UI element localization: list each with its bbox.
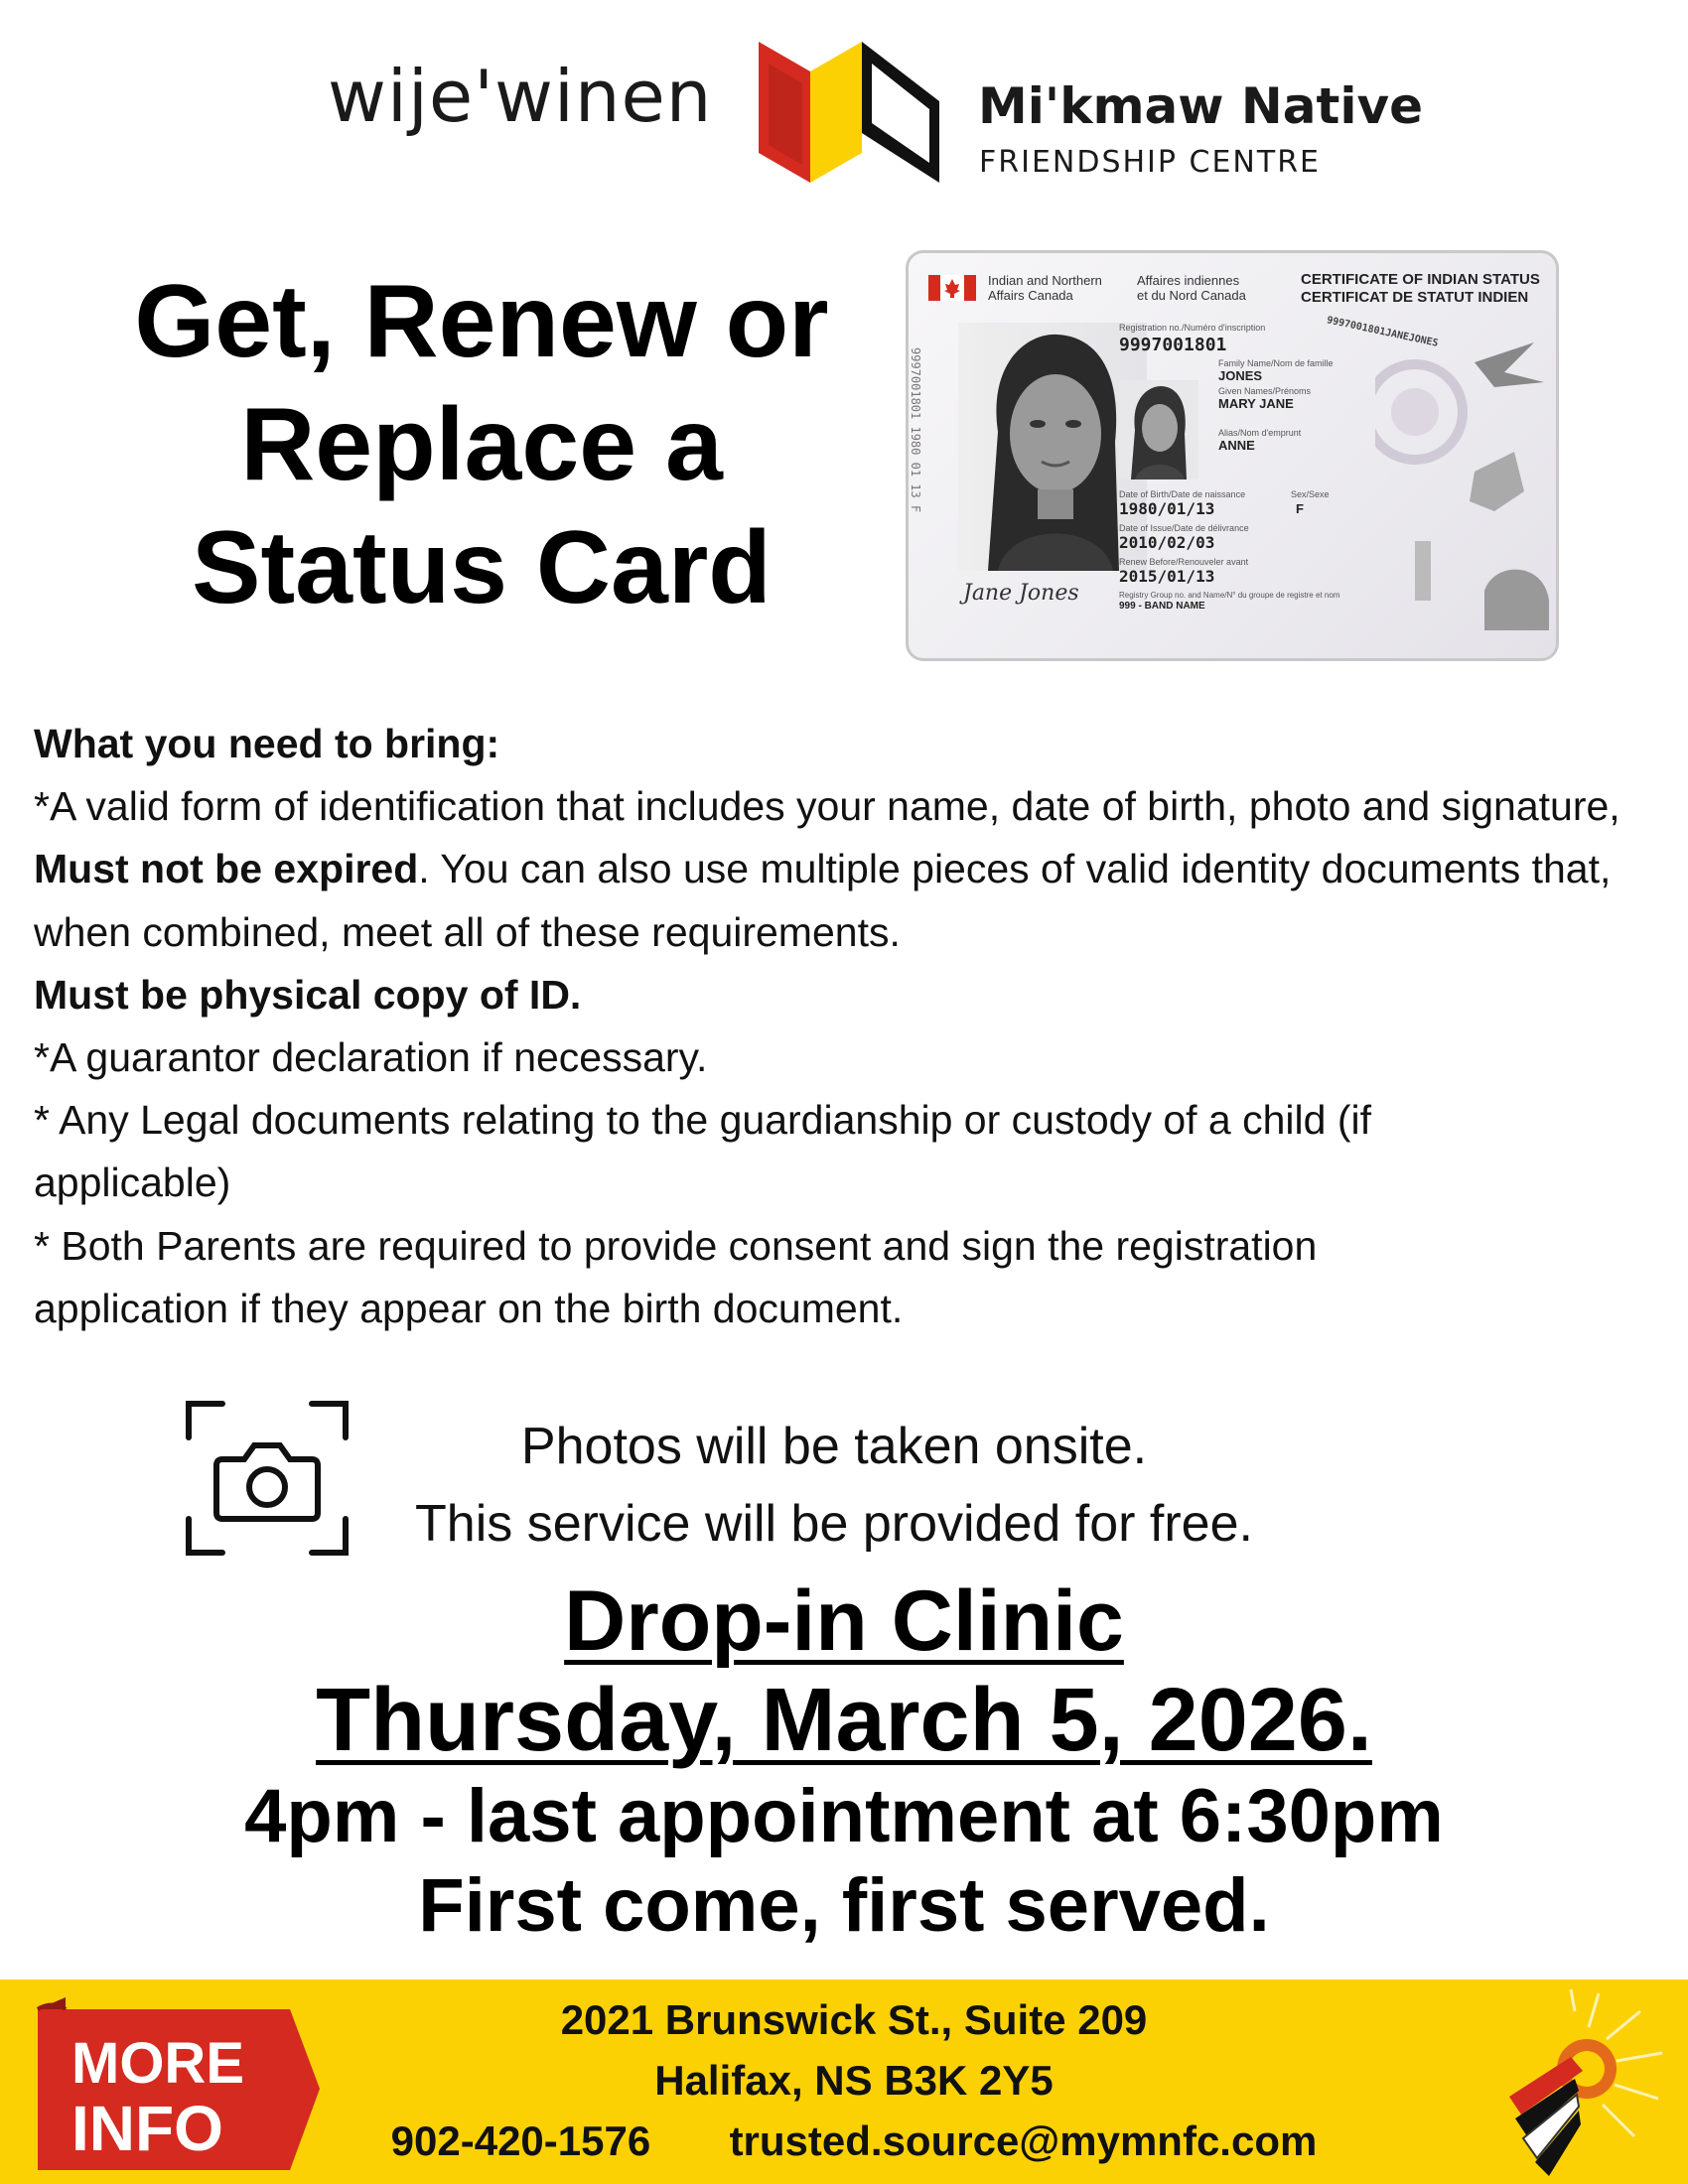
requirements-section: [34, 713, 1662, 1340]
photos-line-1: Photos will be taken onsite.: [520, 1418, 1148, 1475]
requirement-guarantor: *A guarantor declaration if necessary.: [34, 1034, 708, 1081]
address-line-1: 2021 Brunswick St., Suite 209: [560, 1996, 1148, 2043]
email-address[interactable]: trusted.source@mymnfc.com: [729, 2117, 1318, 2164]
title-line-2: Replace a: [240, 387, 723, 502]
more-info-line-1: MORE: [71, 2031, 244, 2096]
camera-icon: [185, 1398, 350, 1559]
issue-label: Date of Issue/Date de délivrance: [1119, 523, 1249, 533]
friendship-centre-logo-icon: [755, 34, 943, 193]
issue-value: 2010/02/03: [1119, 533, 1215, 552]
card-department-fr: Affaires indiennes et du Nord Canada: [1137, 273, 1246, 303]
title-line-1: Get, Renew or: [134, 264, 829, 379]
card-certificate-title: CERTIFICATE OF INDIAN STATUS CERTIFICAT DE STATUT INDIEN: [1301, 271, 1540, 306]
band-value: 999 - BAND NAME: [1119, 601, 1205, 612]
more-info-line-2: INFO: [71, 2093, 223, 2164]
sun-feather-icon: [1479, 1987, 1668, 2182]
clinic-time: 4pm - last appointment at 6:30pm: [244, 1774, 1444, 1858]
requirement-parents: * Both Parents are required to provide consent and sign the registration application if they appear on the birth document.: [34, 1222, 1318, 1331]
cardholder-photo-small: [1119, 380, 1198, 479]
sex-value: F: [1296, 501, 1304, 516]
requirement-id-bold: Must not be expired: [34, 846, 419, 892]
photos-line-2: This service will be provided for free.: [415, 1495, 1253, 1553]
requirements-heading: What you need to bring:: [34, 721, 500, 766]
renew-value: 2015/01/13: [1119, 567, 1215, 586]
canada-flag-icon: [928, 275, 976, 301]
dob-label: Date of Birth/Date de naissance: [1119, 489, 1246, 499]
more-info-ribbon: [32, 1995, 330, 2174]
dob-value: 1980/01/13: [1119, 499, 1215, 518]
title-line-3: Status Card: [192, 510, 772, 625]
friendship-centre-subtitle: FRIENDSHIP CENTRE: [979, 145, 1321, 180]
alias-value: ANNE: [1218, 438, 1255, 453]
requirement-id-text-a: *A valid form of identification that includes your name, date of birth, photo and signature,: [34, 783, 1620, 830]
clinic-note: First come, first served.: [418, 1863, 1270, 1948]
card-mrz-text: 9997001801JANEJONES: [1326, 315, 1440, 349]
reg-no-label: Registration no./Numéro d'inscription: [1119, 323, 1266, 333]
clinic-date: Thursday, March 5, 2026.: [316, 1671, 1372, 1770]
page-title: [70, 260, 894, 629]
mikmaw-native-title: Mi'kmaw Native: [978, 77, 1424, 135]
requirement-physical: Must be physical copy of ID.: [34, 971, 582, 1018]
requirement-id-text-b: . You can also use multiple pieces of valid identity documents that, when combined, meet all of these requirements.: [34, 846, 1612, 955]
address-line-2: Halifax, NS B3K 2Y5: [654, 2057, 1054, 2104]
family-label: Family Name/Nom de famille: [1218, 358, 1334, 368]
clinic-title: Drop-in Clinic: [564, 1573, 1124, 1669]
renew-label: Renew Before/Renouveler avant: [1119, 557, 1249, 567]
card-wildlife-decoration-icon: [1375, 342, 1554, 650]
family-value: JONES: [1218, 368, 1263, 383]
card-department-en: Indian and Northern Affairs Canada: [988, 273, 1102, 303]
alias-label: Alias/Nom d'emprunt: [1218, 428, 1302, 438]
reg-no-value: 9997001801: [1119, 335, 1227, 355]
requirement-legal-docs: * Any Legal documents relating to the guardianship or custody of a child (if applicable): [34, 1097, 1371, 1206]
cardholder-signature: Jane Jones: [963, 581, 1079, 606]
phone-number[interactable]: 902-420-1576: [390, 2117, 651, 2164]
band-label: Registry Group no. and Name/N° du groupe de registre et nom: [1119, 591, 1340, 600]
sex-label: Sex/Sexe: [1291, 489, 1330, 499]
given-label: Given Names/Prénoms: [1218, 386, 1312, 396]
photos-info: [377, 1408, 1291, 1563]
contact-line: [338, 2111, 1370, 2171]
given-value: MARY JANE: [1218, 396, 1294, 411]
clinic-details: [0, 1571, 1688, 1951]
status-card-image: [906, 250, 1559, 661]
contact-info: [338, 1989, 1370, 2171]
card-side-text: 9997001801 1980 01 13 F: [909, 347, 922, 513]
wijewinen-logo-text: wije'winen: [328, 55, 713, 138]
requirement-id: [34, 775, 1662, 964]
